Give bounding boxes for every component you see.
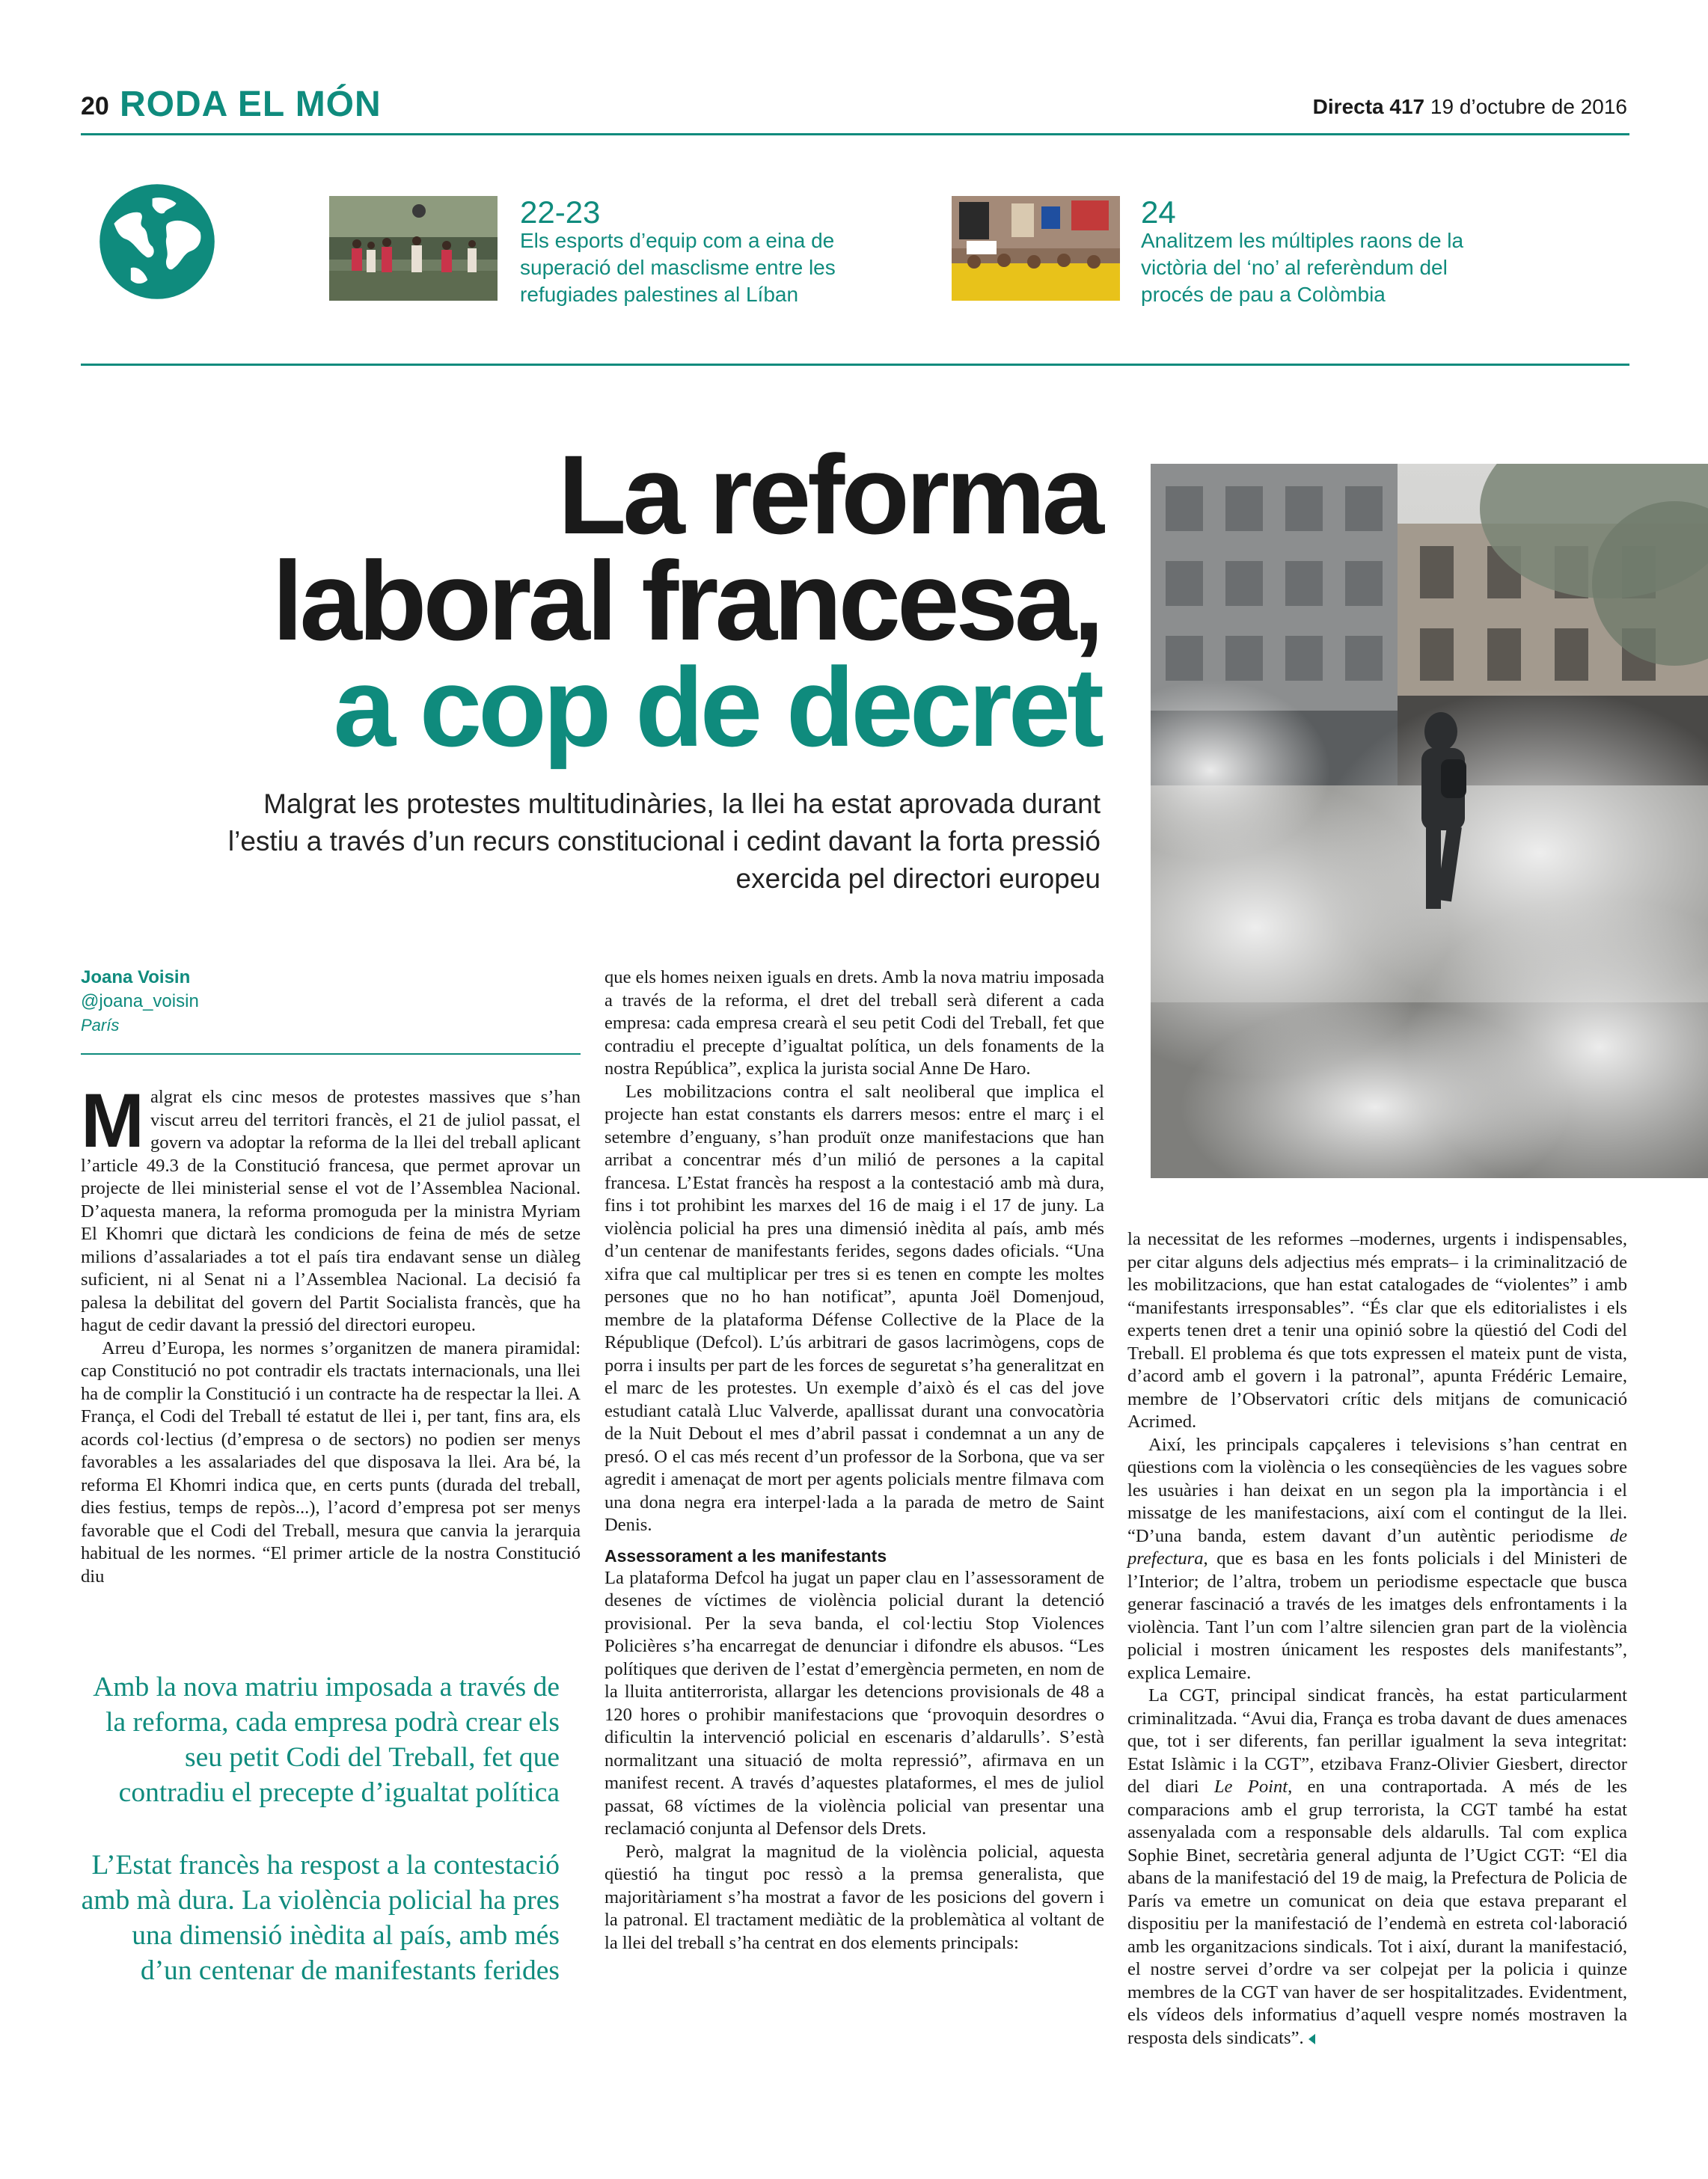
headline: [272, 432, 1101, 770]
body-paragraph: la necessitat de les reformes –modernes, urgents i indispensables, per citar alguns dels adjectius més emprats– i la criminalització de les mobilitzacions, que han estat catalogades de “violentes” i amb “manifestants irresponsables”. “És clar que els editorialistes i els experts tenen dret a tenir una opinió sobre la qüestió del Codi del Treball. El problema és que tots expressen el mateix punt de vista, d’acord amb el govern i la patronal”, apunta Frédéric Lemaire, membre de l’Observatori crític dels mitjans de comunicació Acrimed.: [1127, 1229, 1627, 1432]
paragraph-text: , en una contraportada. A més de les comparacions amb el grup terrorista, la CGT també ha estat assenyalada com a responsable dels aldarulls. Tal com explica Sophie Binet, secretària general adjunta de l’Ugict CGT: “El dia abans de la manifestació del 19 de maig, la Prefectura de Policia de París va emetre un comunicat on deia que estava preparant el dispositiu per la manifestació de l’endemà en estreta col·laboració amb les organitzacions sindicals. Tot i així, durant la manifestació, el nostre servei d’ordre va ser colpejat per la policia i quinze membres de la CGT van haver de ser hospitalitzades. Evidentment, els vídeos dels informatius d’aquell vespre només mostraven la resposta dels sindicats”.: [1127, 1777, 1627, 2048]
pullquote-2: L’Estat francès ha respost a la contestació amb mà dura. La violència policial ha pres una dimensió inèdita al país, amb més d’un centenar de manifestants ferides: [81, 1850, 560, 1986]
pullquote-1: Amb la nova matriu imposada a través de la reforma, cada empresa podrà crear els seu petit Codi del Treball, fet que contradiu el precepte d’igualtat política: [93, 1672, 560, 1808]
paragraph-text: Així, les principals capçaleres i televisions s’han centrat en qüestions com la violència o les conseqüències de les vagues sobre les usuàries i han deixat en un segon pla la importància i el missatge de les manifestacions, així com el contingut de la llei. “D’una banda, estem davant d’un autèntic periodisme: [1127, 1434, 1627, 1546]
teaser-rule: [81, 364, 1629, 366]
headline-line-1: La reforma: [557, 432, 1101, 557]
paragraph-text: La CGT, principal sindicat francès, ha estat particularment criminalitzada. “Avui dia, França es troba davant de dues amenaces que, tot i ser diferents, fan perillar igualment la seva integritat: Estat Islàmic i la CGT”, etzibava Franz-Olivier Giesbert, director del diari: [1127, 1685, 1627, 1797]
byline-rule: [81, 1053, 581, 1055]
drop-cap: M: [81, 1078, 144, 1163]
publication-name: Directa 417: [1312, 95, 1425, 118]
main-photo: [1151, 464, 1708, 1178]
teaser-1-text[interactable]: Els esports d’equip com a eina de superació del masclisme entre les refugiades palestines al Líban: [520, 229, 836, 306]
issue-info: [1313, 95, 1627, 119]
emphasis-text: Le Point: [1213, 1777, 1288, 1797]
body-paragraph: [1127, 1685, 1627, 2050]
teaser-2-text[interactable]: Analitzem les múltiples raons de la victòria del ‘no’ al referèndum del procés de pau a Colòmbia: [1141, 229, 1464, 306]
teaser-2-photo[interactable]: [952, 196, 1120, 301]
body-paragraph: Les mobilitzacions contra el salt neoliberal que implica el projecte han estat constants els darrers mesos: entre el març i el setembre d’enguany, s’han produït onze manifestacions que han arribat a concentrar més d’un milió de persones a la capital francesa. L’Estat francès ha respost a la contestació amb mà dura, fins i tot prohibint les marxes del 16 de maig i el 17 de juny. La violència policial ha pres una dimensió inèdita al país, amb més d’un centenar de manifestants ferides, segons dades oficials. “Una xifra que cal multiplicar per tres si es tenen en compte les moltes persones que no ho han notificat”, apunta Joël Domenjoud, membre de la plataforma Défense Collective de la Place de la République (Defcol). L’ús arbitrari de gasos lacrimògens, cops de porra i insults per part de les forces de seguretat s’ha generalitzat en el marc de les protestes. Un exemple d’això és el cas del jove estudiant català Lluc Valverde, apallissat durant una convocatòria de la Nuit Debout el mes d’abril passat i condemnat a un any de presó. O el cas més recent d’un professor de la Sorbona, que va ser agredit i amenaçat de mort per agents policials mentre filmava com una dona negra era interpel·lada a la parada de metro de Saint Denis.: [604, 1081, 1104, 1535]
headline-line-2: laboral francesa,: [272, 538, 1101, 663]
body-column-1: [81, 1078, 581, 1588]
headline-line-3: a cop de decret: [333, 644, 1101, 770]
page-number: 20: [81, 92, 109, 120]
section-title: RODA EL MÓN: [120, 85, 382, 124]
subheading: Assessorament a les manifestants: [604, 1545, 887, 1566]
body-paragraph: Però, malgrat la magnitud de la violència policial, aquesta qüestió ha tingut poc ressò a la premsa generalista, que majoritàriament s’ha mostrat a favor de les posicions del govern i la patronal. El tractament mediàtic de la problemàtica al voltant de la llei del treball s’ha centrat en dos elements principals:: [604, 1841, 1104, 1953]
emphasis-text: de prefectura: [1127, 1525, 1627, 1569]
body-column-2: [604, 966, 1104, 1955]
body-column-3: [1127, 1228, 1627, 2050]
paragraph-text: , que es basa en les fonts policials i del Ministeri de l’Interior; de l’altra, trobem un periodisme espectacle que busca generar fascinació a través de les imatges dels enfrontaments i la violència. Tant l’un com l’altre silencien gran part de la violència policial i mostren únicament les respostes dels manifestants”, explica Lemaire.: [1127, 1548, 1627, 1683]
dateline-city: París: [81, 1016, 120, 1035]
deck: Malgrat les protestes multitudinàries, la llei ha estat aprovada durant l’estiu a través d’un recurs constitucional i cedint davant la forta pressió exercida pel directori europeu: [227, 788, 1101, 894]
teaser-1-photo[interactable]: [329, 196, 498, 301]
author-handle[interactable]: @joana_voisin: [81, 991, 199, 1011]
paragraph-text: algrat els cinc mesos de protestes massives que s’han viscut arreu del territori francès, el 21 de juliol passat, el govern va adoptar la reforma de la llei del treball aplicant l’article 49.3 de la Constitució francesa, que permet aprovar un projecte de llei ministerial sense el vot de l’Assemblea Nacional. D’aquesta manera, la reforma promoguda per la ministra Myriam El Khomri que dictarà les condicions de feina de més de setze milions d’assalariades a tot el país tira endavant sense un diàleg suficient, ni al Senat ni a l’Assemblea Nacional. La decisió fa palesa la debilitat del govern del Partit Socialista francès, que ha hagut de cedir davant la pressió del directori europeu.: [81, 1087, 581, 1335]
teaser-1-pages[interactable]: 22-23: [520, 194, 601, 230]
body-paragraph: Arreu d’Europa, les normes s’organitzen de manera piramidal: cap Constitució no pot contradir els tractats internacionals, una llei ha de complir la Constitució i un contracte ha de respectar la llei. A França, el Codi del Treball té estatut de llei i, per tant, fins ara, els acords col·lectius (d’empresa o de sectors) no podien ser menys favorables a les assalariades del que disposava la llei. Ara bé, la reforma El Khomri indica que, en certs punts (durada del treball, dies festius, temps de repòs...), l’acord d’empresa pot ser menys favorable que el Codi del Treball, mesura que canvia la jerarquia habitual de les normes. “El primer article de la nostra Constitució diu: [81, 1337, 581, 1587]
issue-date: 19 d’octubre de 2016: [1430, 95, 1627, 118]
body-paragraph: [1127, 1434, 1627, 1685]
body-paragraph: [81, 1078, 581, 1337]
header-rule: [81, 133, 1629, 135]
end-triangle-icon: [1308, 2034, 1315, 2044]
body-paragraph: La plataforma Defcol ha jugat un paper clau en l’assessorament de desenes de víctimes de violència policial durant la detenció provisional. Per la seva banda, el col·lectiu Stop Violences Policières s’ha encarregat de denunciar i difondre els abusos. “Les polítiques que deriven de l’estat d’emergència permeten, en nom de la lluita antiterrorista, allargar les detencions provisionals de 48 a 120 hores o prohibir manifestacions que ‘provoquin desordres o dificultin la intervenció policial en escenaris d’aldarulls’. S’està normalitzant una situació de molta repressió”, afirmava en un manifest recent. A través d’aquestes plataformes, el mes de juliol passat, 68 víctimes de la violència policial van presentar una reclamació conjunta al Defensor dels Drets.: [604, 1567, 1104, 1839]
globe-icon: [97, 182, 217, 301]
teaser-2-pages[interactable]: 24: [1141, 194, 1176, 230]
author-name: Joana Voisin: [81, 967, 191, 987]
body-paragraph: que els homes neixen iguals en drets. Amb la nova matriu imposada a través de la reforma, el dret del treball serà diferent a cada empresa: cada empresa crearà el seu petit Codi del Treball, fet que contradiu el precepte d’igualtat política, un dels fonaments de la nostra República”, explica la jurista social Anne De Haro.: [604, 967, 1104, 1079]
